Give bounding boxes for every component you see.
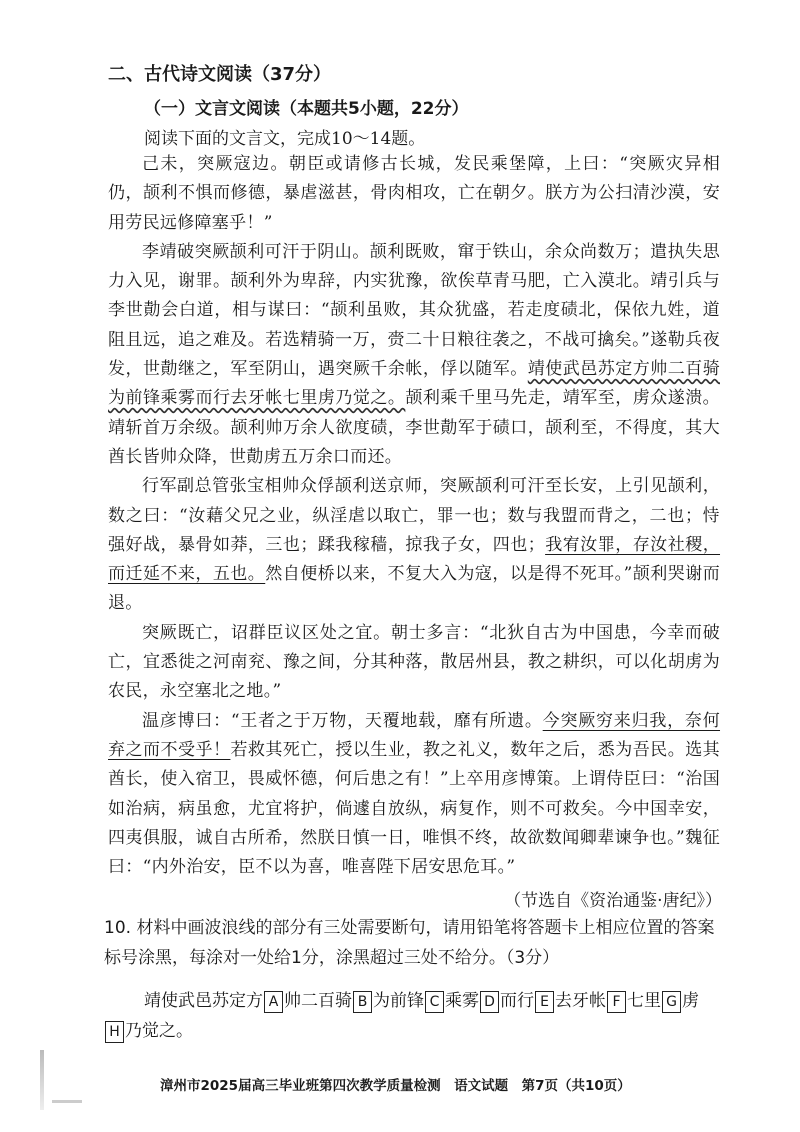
option-box-a[interactable]: A: [264, 991, 283, 1013]
passage-text: 行军副总管张宝相帅众俘颉利送京师，突厥颉利可汗至长安，上引见颉利，数之曰：“汝藉父兄之业，纵淫虐以取亡，罪一也；数与我盟而背之，二也；恃强好战，暴骨如莽，三也；蹂我稼穑，掠我子女，四也；: [108, 476, 720, 555]
passage-paragraph-5: [108, 707, 720, 883]
passage-source: （节选自《资治通鉴·唐纪》）: [504, 891, 722, 911]
sentence-fragment: 去牙帐: [555, 991, 606, 1011]
passage-paragraph-1: 己未，突厥寇边。朝臣或请修古长城，发民乘堡障，上曰：“突厥灾异相仍，颉利不惧而修德，暴虐滋甚，骨肉相攻，亡在朝夕。朕方为公扫清沙漠，安用劳民远修障塞乎！”: [108, 154, 720, 233]
option-box-d[interactable]: D: [480, 991, 499, 1013]
sentence-fragment: 而行: [500, 991, 534, 1011]
passage-paragraph-2: [108, 238, 720, 472]
section-title: 二、古代诗文阅读（37分）: [108, 64, 332, 85]
question-10: [104, 913, 724, 973]
question-number: 10.: [104, 918, 132, 938]
option-box-c[interactable]: C: [425, 991, 444, 1013]
sentence-fragment: 靖使武邑苏定方: [144, 991, 263, 1011]
sentence-fragment: 帅二百骑: [284, 991, 352, 1011]
wavy-underlined-sentence: 靖使武邑苏定方帅二百骑为前锋乘雾而行去牙帐七里虏乃觉之。: [108, 359, 720, 409]
scan-artifact: [52, 1100, 82, 1103]
passage-text: 颉利乘千里马先走，靖军至，虏众遂溃。靖斩首万余级。颉利帅万余人欲度碛，李世勣军于碛口，颉利至，不得度，其大酋长皆帅众降，世勣虏五万余口而还。: [108, 388, 720, 467]
scan-artifact: [40, 1050, 44, 1110]
question-text: 材料中画波浪线的部分有三处需要断句，请用铅笔将答题卡上相应位置的答案标号涂黑，每涂对一处给1分，涂黑超过三处不给分。（3分）: [104, 918, 715, 968]
option-box-f[interactable]: F: [607, 991, 626, 1013]
sentence-fragment: 乃觉之。: [125, 1021, 193, 1041]
option-box-h[interactable]: H: [105, 1021, 124, 1043]
sentence-fragment: 为前锋: [373, 991, 424, 1011]
underlined-sentence: 今突厥穷来归我，奈何弃之而不受乎！: [108, 710, 721, 760]
page-footer: 漳州市2025届高三毕业班第四次教学质量检测 语文试题 第7页（共10页）: [160, 1078, 631, 1094]
option-box-b[interactable]: B: [353, 991, 372, 1013]
reading-instruction: 阅读下面的文言文，完成10～14题。: [144, 129, 426, 149]
subsection-title: （一）文言文阅读（本题共5小题，22分）: [144, 99, 469, 119]
option-box-g[interactable]: G: [662, 991, 681, 1013]
classical-chinese-passage: [108, 150, 720, 882]
passage-paragraph-3: [108, 472, 720, 618]
passage-text: 然自便桥以来，不复大入为寇，以是得不死耳。”颉利哭谢而退。: [108, 564, 720, 614]
answer-options-line: [144, 986, 734, 1016]
passage-text: 温彦博曰：“王者之于万物，天覆地载，靡有所遗。: [142, 710, 543, 731]
answer-options-line-2: [104, 1016, 193, 1046]
option-box-e[interactable]: E: [535, 991, 554, 1013]
sentence-fragment: 七里: [627, 991, 661, 1011]
underlined-sentence: 我宥汝罪，存汝社稷，而迁延不来，五也。: [108, 534, 721, 585]
passage-paragraph-4: 突厥既亡，诏群臣议区处之宜。朝士多言：“北狄自古为中国患，今幸而破亡，宜悉徙之河南兖、豫之间，分其种落，散居州县，教之耕织，可以化胡虏为农民，永空塞北之地。”: [108, 622, 720, 702]
passage-text: 若救其死亡，授以生业，教之礼义，数年之后，悉为吾民。选其酋长，使入宿卫，畏威怀德，何后患之有！”上卒用彦博策。上谓侍臣曰：“治国如治病，病虽愈，尤宜将护，倘遽自放纵，病复作，则不可救矣。今中国幸安，四夷俱服，诚自古所希，然朕日慎一日，唯惧不终，故欲数闻卿辈谏争也。”魏征曰：“内外治安，臣不以为喜，唯喜陛下居安思危耳。”: [108, 739, 720, 878]
sentence-fragment: 乘雾: [445, 991, 479, 1011]
sentence-fragment: 虏: [682, 991, 699, 1011]
passage-text: 李靖破突厥颉利可汗于阴山。颉利既败，窜于铁山，余众尚数万；遣执失思力入见，谢罪。颉利外为卑辞，内实犹豫，欲俟草青马肥，亡入漠北。靖引兵与李世勣会白道，相与谋曰：“颉利虽败，其众犹盛，若走度碛北，保依九姓，道阻且远，追之难及。若选精骑一万，赍二十日粮往袭之，不战可擒矣。”遂勒兵夜发，世勣继之，军至阴山，遇突厥千余帐，俘以随军。: [108, 241, 720, 380]
